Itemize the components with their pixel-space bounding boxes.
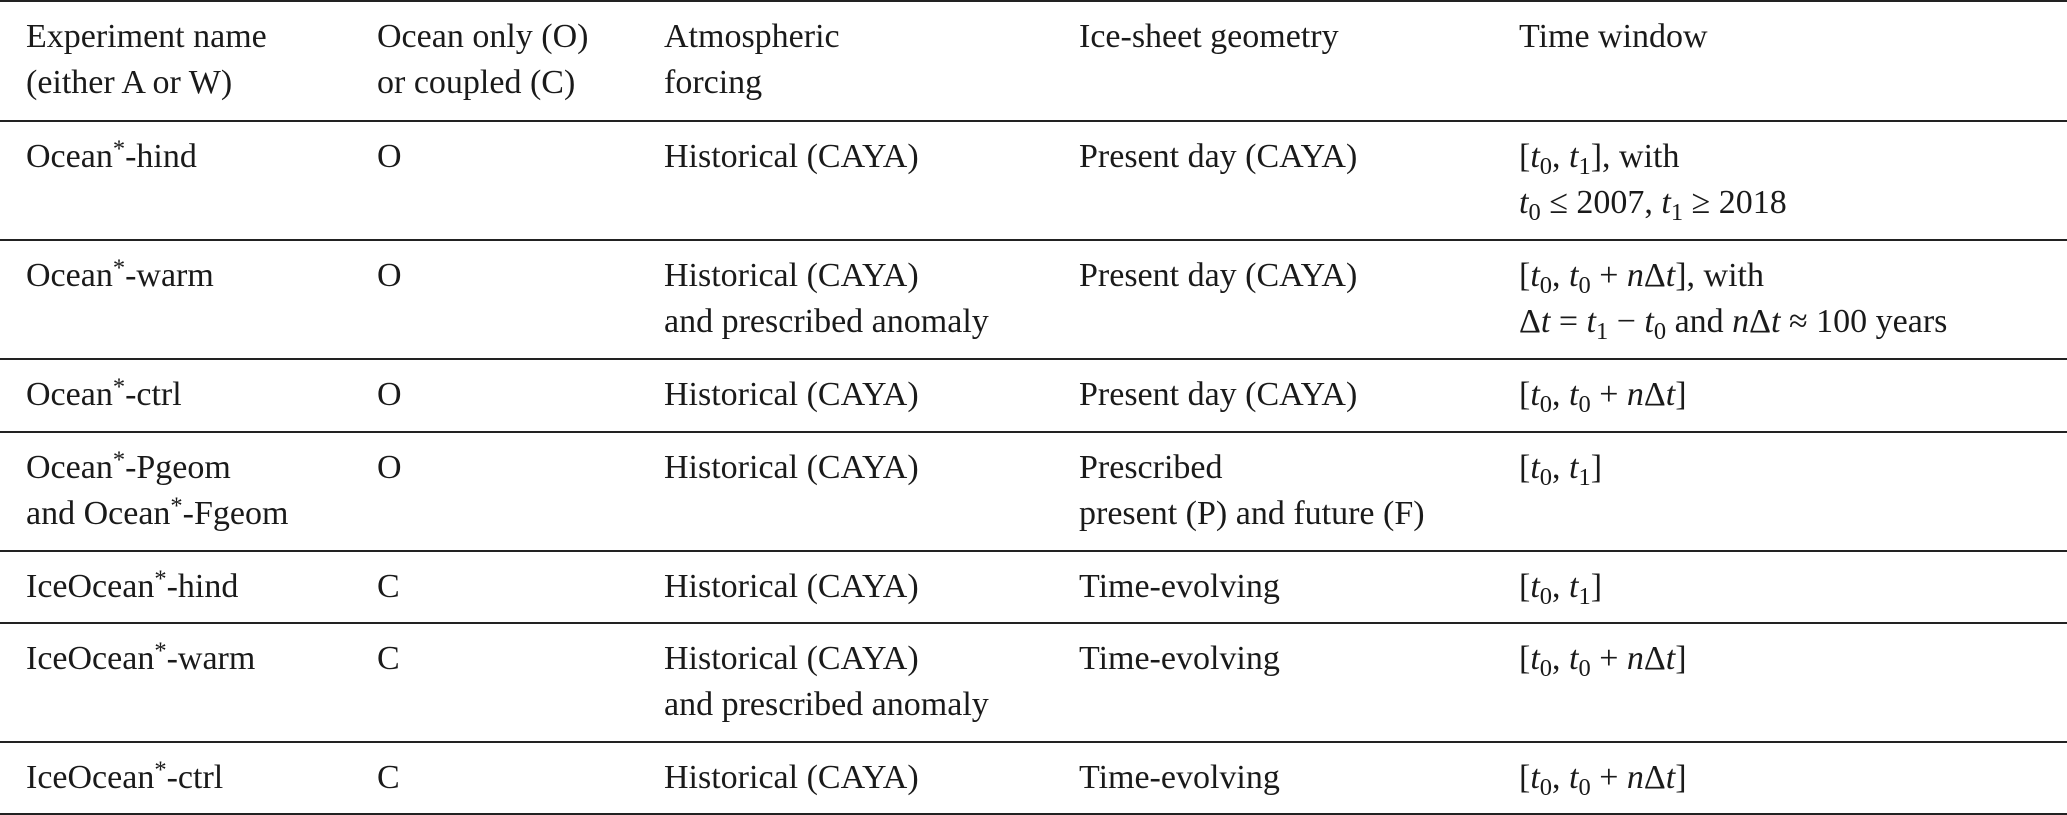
cell-time-window: [$t_0$, $t_0 + n\Delta t$], with $\Delta t = t_1 - t_0$ and nΔt ≈ 100 years (1519, 257, 1948, 345)
table-row (0, 241, 2067, 360)
cell-type: O (377, 257, 402, 294)
header-ocean-or-coupled: Ocean only (O) or coupled (C) (377, 18, 589, 101)
cell-type: C (377, 640, 400, 677)
cell-experiment-name: Ocean*-hind (26, 135, 197, 175)
header-time-window: Time window (1519, 18, 1708, 55)
cell-geometry: Present day (CAYA) (1079, 376, 1358, 413)
cell-geometry: Time-evolving (1079, 568, 1280, 605)
cell-forcing: Historical (CAYA) (664, 568, 919, 605)
cell-experiment-name: IceOcean*-ctrl (26, 756, 224, 796)
cell-time-window: [$t_0$, $t_1$], with $t_0 \le 2007$, $t_1 \ge 2018$ (1519, 138, 1787, 226)
cell-forcing: Historical (CAYA) and prescribed anomaly (664, 257, 989, 340)
table-row (0, 122, 2067, 241)
cell-forcing: Historical (CAYA) (664, 759, 919, 796)
table-row (0, 624, 2067, 743)
cell-forcing: Historical (CAYA) (664, 376, 919, 413)
cell-geometry: Present day (CAYA) (1079, 257, 1358, 294)
cell-experiment-name: Ocean*-ctrl (26, 373, 182, 413)
cell-experiment-name: Ocean*-warm (26, 254, 214, 294)
table-header-row (0, 0, 2067, 122)
cell-geometry: Present day (CAYA) (1079, 138, 1358, 175)
cell-time-window: [$t_0$, $t_1$] (1519, 568, 1603, 610)
cell-forcing: Historical (CAYA) and prescribed anomaly (664, 640, 989, 723)
cell-geometry: Prescribed present (P) and future (F) (1079, 449, 1425, 532)
cell-type: C (377, 568, 400, 605)
cell-geometry: Time-evolving (1079, 640, 1280, 677)
cell-experiment-name: Ocean*-Pgeom and Ocean*-Fgeom (26, 446, 289, 532)
cell-forcing: Historical (CAYA) (664, 138, 919, 175)
cell-experiment-name: IceOcean*-hind (26, 565, 239, 605)
table-row (0, 433, 2067, 552)
header-ice-sheet-geometry: Ice-sheet geometry (1079, 18, 1339, 55)
cell-time-window: [$t_0$, $t_0 + n\Delta t$] (1519, 376, 1687, 418)
cell-time-window: [$t_0$, $t_0 + n\Delta t$] (1519, 759, 1687, 801)
cell-type: C (377, 759, 400, 796)
cell-type: O (377, 449, 402, 486)
table-row (0, 743, 2067, 815)
cell-experiment-name: IceOcean*-warm (26, 637, 256, 677)
cell-geometry: Time-evolving (1079, 759, 1280, 796)
table-row (0, 552, 2067, 624)
cell-forcing: Historical (CAYA) (664, 449, 919, 486)
header-experiment-name: Experiment name (either A or W) (26, 18, 267, 101)
header-atmospheric-forcing: Atmospheric forcing (664, 18, 840, 101)
table-row (0, 360, 2067, 433)
cell-type: O (377, 376, 402, 413)
cell-time-window: [$t_0$, $t_1$] (1519, 449, 1603, 491)
cell-type: O (377, 138, 402, 175)
cell-time-window: [$t_0$, $t_0 + n\Delta t$] (1519, 640, 1687, 682)
